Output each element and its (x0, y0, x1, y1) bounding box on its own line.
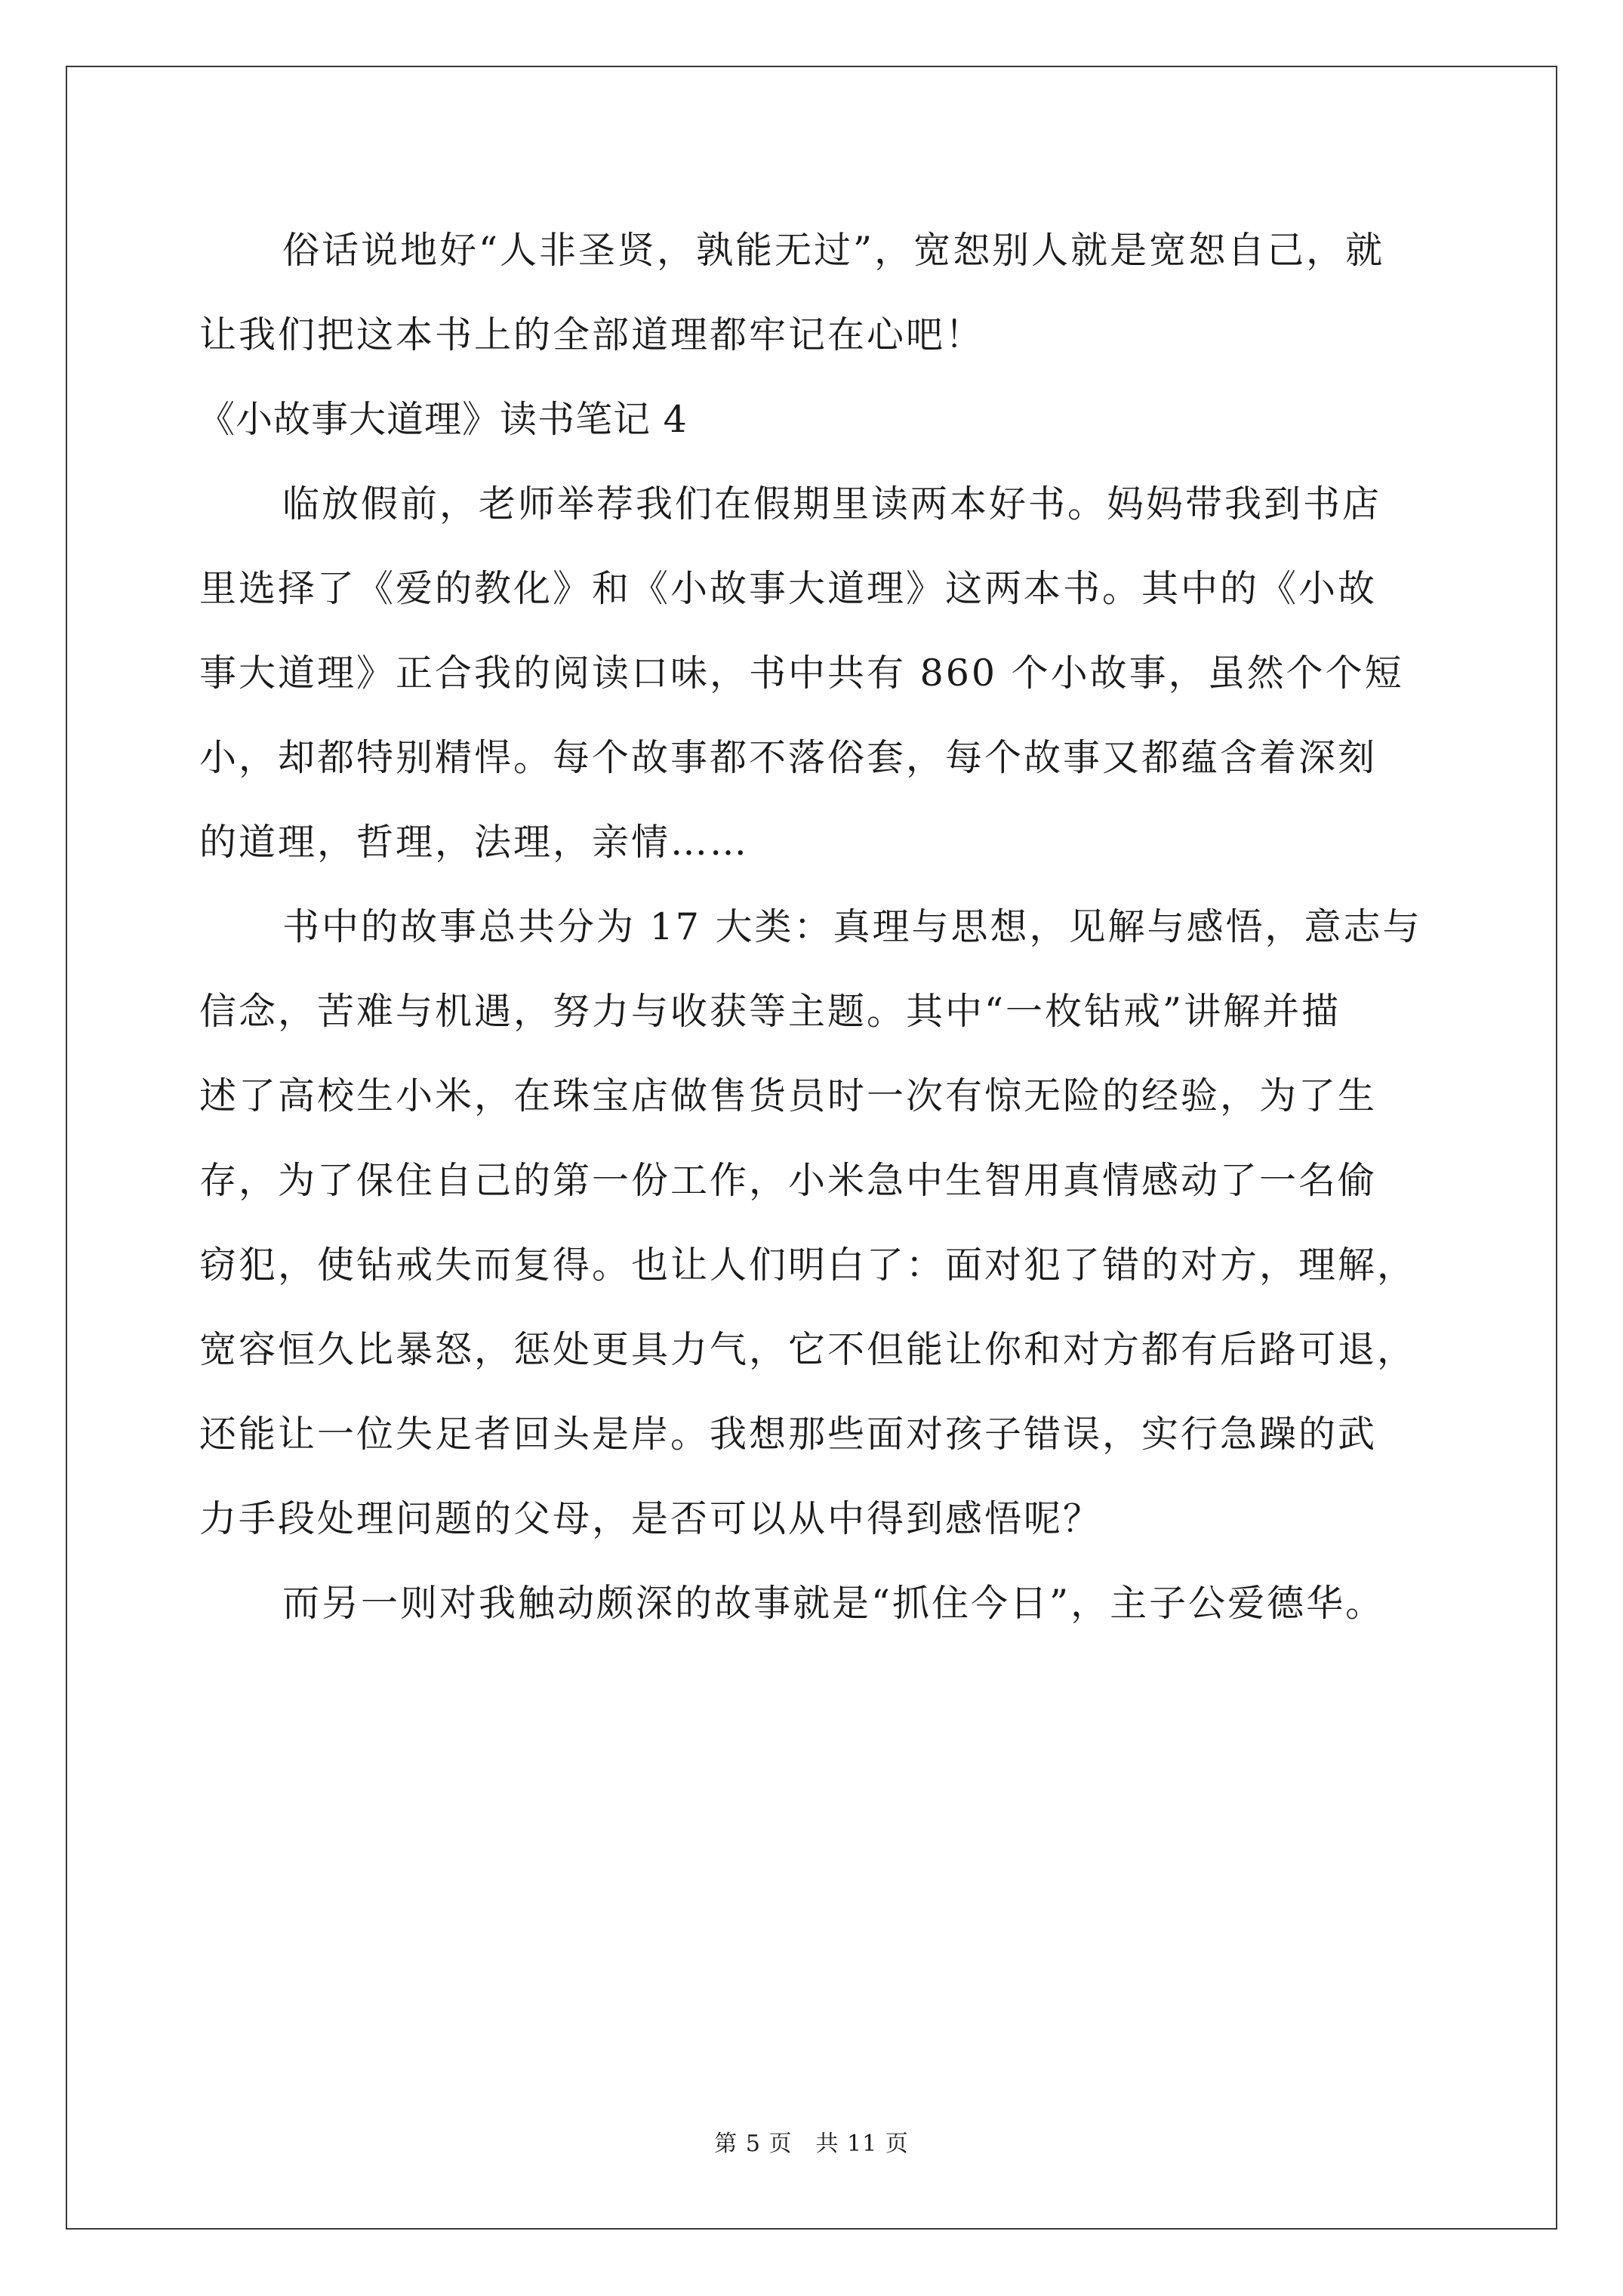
text-line: 还能让一位失足者回头是岸。我想那些面对孩子错误，实行急躁的武 (199, 1413, 1378, 1456)
section-title: 《小故事大道理》读书笔记 4 (198, 398, 688, 441)
text-line: 临放假前，老师举荐我们在假期里读两本好书。妈妈带我到书店 (282, 482, 1382, 525)
text-line: 让我们把这本书上的全部道理都牢记在心吧！ (199, 313, 985, 356)
text-line: 述了高校生小米，在珠宝店做售货员时一次有惊无险的经验，为了生 (199, 1074, 1378, 1117)
text-line: 小，却都特别精悍。每个故事都不落俗套，每个故事又都蕴含着深刻 (199, 736, 1378, 779)
text-line: 书中的故事总共分为 17 大类：真理与思想，见解与感悟，意志与 (282, 905, 1422, 948)
text-line: 存，为了保住自己的第一份工作，小米急中生智用真情感动了一名偷 (199, 1159, 1378, 1202)
page-border (66, 66, 1557, 2230)
text-line: 信念，苦难与机遇，努力与收获等主题。其中“一枚钻戒”讲解并描 (199, 990, 1341, 1033)
page-number-footer: 第 5 页 共 11 页 (714, 2131, 909, 2157)
text-line: 事大道理》正合我的阅读口味，书中共有 860 个小故事，虽然个个短 (199, 652, 1404, 695)
text-line: 的道理，哲理，法理，亲情…… (199, 821, 750, 864)
text-line: 力手段处理问题的父母，是否可以从中得到感悟呢？ (199, 1497, 1103, 1540)
text-line: 宽容恒久比暴怒，惩处更具力气，它不但能让你和对方都有后路可退， (199, 1328, 1417, 1371)
text-line: 窃犯，使钻戒失而复得。也让人们明白了：面对犯了错的对方，理解， (199, 1244, 1417, 1287)
text-line: 而另一则对我触动颇深的故事就是“抓住今日”，主子公爱德华。 (282, 1582, 1385, 1625)
text-line: 俗话说地好“人非圣贤，孰能无过”，宽恕别人就是宽恕自己，就 (282, 229, 1385, 272)
text-line: 里选择了《爱的教化》和《小故事大道理》这两本书。其中的《小故 (199, 567, 1378, 610)
